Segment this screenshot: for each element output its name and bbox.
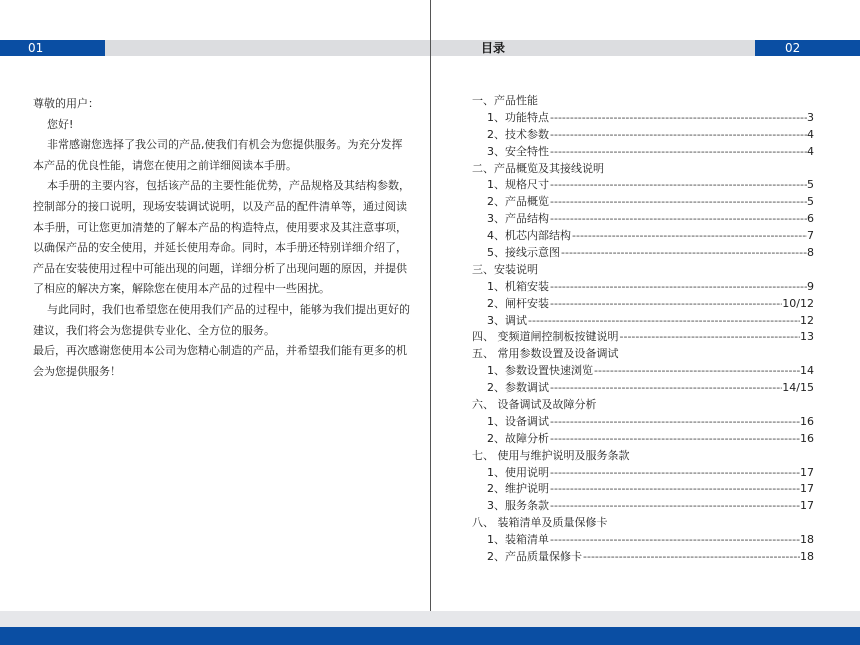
toc-leader: [549, 177, 807, 194]
toc-leader: [549, 194, 807, 211]
toc-label: 1、机箱安装: [487, 279, 549, 293]
welcome-letter: [33, 94, 411, 382]
letter-closing: 最后，再次感谢您使用本公司为您精心制造的产品，并希望我们能有更多的机会为您提供服务！: [33, 344, 407, 378]
toc-leader: [527, 313, 800, 330]
right-page-number: 02: [755, 40, 860, 56]
toc-leader: [549, 380, 782, 397]
toc-leader: [582, 549, 800, 566]
toc-section[interactable]: [472, 329, 814, 346]
toc-label: 1、装箱清单: [487, 533, 549, 547]
toc-label: 1、规格尺寸: [487, 178, 549, 192]
toc-page-number: 5: [807, 178, 814, 192]
toc-page-number: 13: [800, 330, 814, 344]
toc-page-number: 8: [807, 246, 814, 260]
toc-label: 4、机芯内部结构: [487, 229, 571, 243]
toc-section[interactable]: [472, 397, 814, 414]
toc-label: 3、安全特性: [487, 144, 549, 158]
toc-leader: [549, 414, 800, 431]
toc-entry[interactable]: [472, 110, 814, 127]
toc-label: 1、设备调试: [487, 414, 549, 428]
toc-label: 1、参数设置快速浏览: [487, 364, 593, 378]
toc-label: 七、 使用与维护说明及服务条款: [472, 448, 630, 462]
toc-entry[interactable]: [472, 296, 814, 313]
toc-page-number: 16: [800, 431, 814, 445]
toc-entry[interactable]: [472, 194, 814, 211]
toc-leader: [549, 498, 800, 515]
toc-label: 六、 设备调试及故障分析: [472, 398, 597, 412]
toc-entry[interactable]: [472, 313, 814, 330]
toc-page-number: 7: [807, 229, 814, 243]
toc-page-number: 14/15: [782, 381, 814, 395]
toc-entry[interactable]: [472, 380, 814, 397]
toc-leader: [549, 465, 800, 482]
toc-leader: [571, 228, 807, 245]
toc-section[interactable]: [472, 93, 814, 110]
toc-entry[interactable]: [472, 177, 814, 194]
toc-leader: [549, 532, 800, 549]
toc-label: 1、功能特点: [487, 110, 549, 124]
toc-section[interactable]: [472, 161, 814, 178]
toc-title: 目录: [480, 41, 505, 55]
toc-page-number: 9: [807, 279, 814, 293]
footer-bar: [0, 627, 860, 645]
letter-paragraph: 您好!: [47, 117, 74, 131]
toc-label: 2、技术参数: [487, 127, 549, 141]
toc-page-number: 18: [800, 550, 814, 564]
toc-entry[interactable]: [472, 465, 814, 482]
toc-entry[interactable]: [472, 481, 814, 498]
toc-page-number: 14: [800, 364, 814, 378]
toc-page-number: 3: [807, 110, 814, 124]
toc-entry[interactable]: [472, 431, 814, 448]
toc-label: 2、闸杆安装: [487, 296, 549, 310]
toc-page-number: 6: [807, 212, 814, 226]
toc-leader: [549, 110, 807, 127]
toc-leader: [549, 211, 807, 228]
letter-greeting: 尊敬的用户：: [33, 97, 99, 110]
left-page-number: 01: [0, 40, 105, 56]
toc-leader: [619, 329, 801, 346]
toc-label: 2、故障分析: [487, 431, 549, 445]
toc-page-number: 17: [800, 482, 814, 496]
toc-label: 1、使用说明: [487, 465, 549, 479]
toc-entry[interactable]: [472, 127, 814, 144]
toc-leader: [549, 279, 807, 296]
toc-page-number: 16: [800, 414, 814, 428]
toc-label: 三、安装说明: [472, 262, 538, 276]
toc-leader: [560, 245, 807, 262]
toc-label: 五、 常用参数设置及设备调试: [472, 347, 619, 361]
toc-entry[interactable]: [472, 549, 814, 566]
footer-band: [0, 611, 860, 627]
page-divider: [430, 0, 431, 645]
toc-section[interactable]: [472, 346, 814, 363]
toc-label: 2、产品质量保修卡: [487, 550, 582, 564]
toc-page-number: 12: [800, 313, 814, 327]
toc-page-number: 4: [807, 127, 814, 141]
toc-entry[interactable]: [472, 414, 814, 431]
toc-label: 一、产品性能: [472, 94, 538, 107]
toc-page-number: 10/12: [782, 296, 814, 310]
left-header-band: [105, 40, 430, 56]
toc-entry[interactable]: [472, 279, 814, 296]
toc-leader: [549, 127, 807, 144]
toc-label: 八、 装箱清单及质量保修卡: [472, 516, 608, 530]
toc-entry[interactable]: [472, 144, 814, 161]
toc-leader: [549, 431, 800, 448]
letter-paragraph: 本手册的主要内容，包括该产品的主要性能优势，产品规格及其结构参数，控制部分的接口说明，现场安装调试说明，以及产品的配件清单等，通过阅读本手册，可让您更加清楚的了解本产品的构造特点，使用要求及其注意事项，以确保产品的安全使用，并延长使用寿命。同时，本手册还特别详细介绍了，产品在安装使用过程中可能出现的问题，详细分析了出现问题的原因，并提供了相应的解决方案，解除您在使用本产品的过程中一些困扰。: [33, 179, 410, 296]
toc-page-number: 17: [800, 499, 814, 513]
toc-label: 3、调试: [487, 313, 527, 327]
toc-label: 3、服务条款: [487, 499, 549, 513]
toc-label: 2、参数调试: [487, 381, 549, 395]
toc-entry[interactable]: [472, 211, 814, 228]
toc-entry[interactable]: [472, 498, 814, 515]
toc-page-number: 4: [807, 144, 814, 158]
toc-leader: [549, 144, 807, 161]
toc-label: 3、产品结构: [487, 212, 549, 226]
toc-entry[interactable]: [472, 245, 814, 262]
toc-leader: [593, 363, 800, 380]
toc-label: 2、维护说明: [487, 482, 549, 496]
toc-label: 5、接线示意图: [487, 246, 560, 260]
letter-paragraph: 非常感谢您选择了我公司的产品,使我们有机会为您提供服务。为充分发挥本产品的优良性能，请您在使用之前详细阅读本手册。: [33, 138, 403, 172]
toc-section[interactable]: [472, 448, 814, 465]
table-of-contents: [472, 93, 814, 566]
toc-leader: [549, 296, 782, 313]
toc-page-number: 18: [800, 533, 814, 547]
toc-label: 二、产品概览及其接线说明: [472, 161, 604, 175]
toc-entry[interactable]: [472, 532, 814, 549]
toc-label: 2、产品概览: [487, 195, 549, 209]
letter-paragraph: 与此同时，我们也希望您在使用我们产品的过程中，能够为我们提出更好的建议，我们将会为您提供专业化、全方位的服务。: [33, 302, 410, 337]
toc-label: 四、 变频道闸控制板按键说明: [472, 330, 619, 344]
toc-entry[interactable]: [472, 363, 814, 380]
toc-section[interactable]: [472, 515, 814, 532]
toc-page-number: 17: [800, 465, 814, 479]
toc-section[interactable]: [472, 262, 814, 279]
toc-entry[interactable]: [472, 228, 814, 245]
toc-page-number: 5: [807, 195, 814, 209]
toc-leader: [549, 481, 800, 498]
